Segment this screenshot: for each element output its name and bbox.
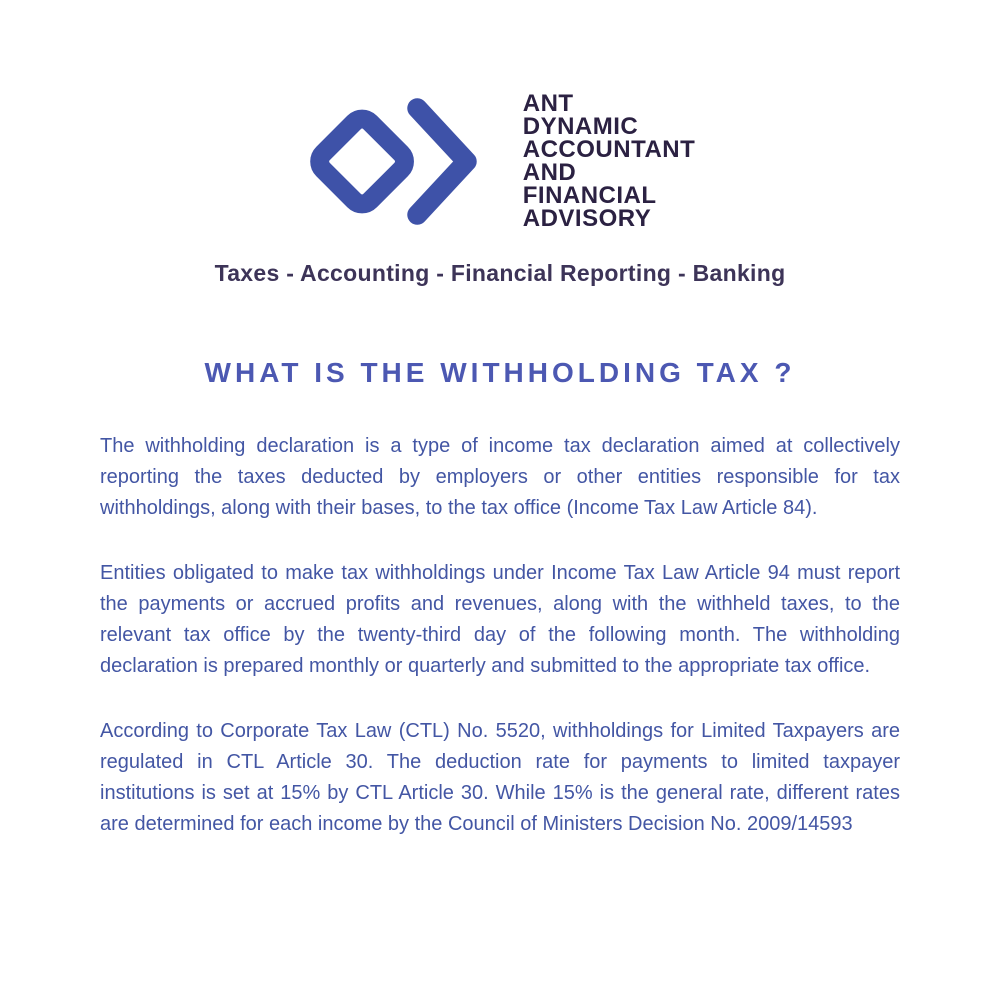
brand-tagline: Taxes - Accounting - Financial Reporting - Banking — [214, 260, 786, 286]
brand-name-line: ANT — [522, 90, 574, 117]
paragraph-corporate-tax-law: According to Corporate Tax Law (CTL) No. 5520, withholdings for Limited Taxpayers are regulated in CTL Article 30. The deduction rate for payments to limited taxpayer institutions is set at 15% by CTL Article 30. While 15% is the general rate, different rates are determined for each income by the Council of Ministers Decision No. 2009/14593 — [100, 720, 900, 835]
brand-header — [0, 0, 1000, 287]
brand-name-line: FINANCIAL — [522, 182, 657, 209]
diamond-chevron-logo-icon — [305, 93, 481, 230]
brand-name-line: AND — [522, 159, 577, 186]
article-body — [100, 431, 900, 840]
paragraph-reporting-obligations: Entities obligated to make tax withholdings under Income Tax Law Article 94 must report the payments or accrued profits and revenues, along with the withheld taxes, to the relevant tax office by the twenty-third day of the following month. The withholding declaration is prepared monthly or quarterly and submitted to the appropriate tax office. — [100, 562, 900, 677]
brand-name-line: ACCOUNTANT — [522, 136, 696, 163]
brand-name — [523, 92, 696, 230]
article — [100, 357, 900, 840]
brand-name-line: ADVISORY — [522, 205, 652, 232]
paragraph-withholding-definition: The withholding declaration is a type of income tax declaration aimed at collectively reporting the taxes deducted by employers or other entities responsible for tax withholdings, along with their bases, to the tax office (Income Tax Law Article 84). — [100, 435, 900, 519]
article-title: WHAT IS THE WITHHOLDING TAX ? — [204, 357, 796, 388]
brand-row — [0, 92, 1000, 230]
brand-name-line: DYNAMIC — [522, 113, 639, 140]
